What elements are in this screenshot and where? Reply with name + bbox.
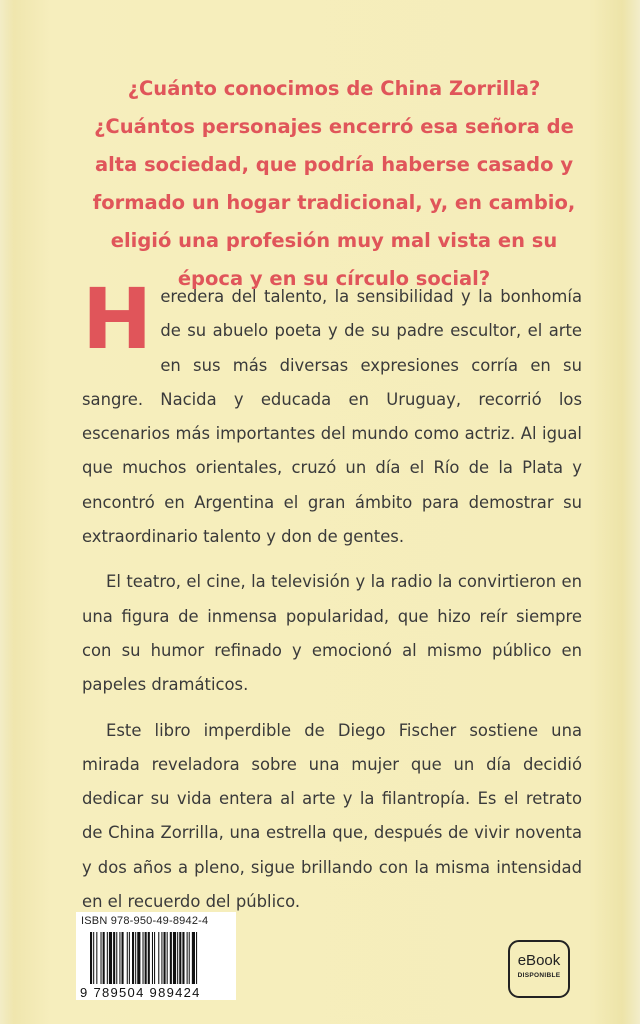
plastic-wrap-shine-left (0, 0, 14, 1024)
barcode-bar (148, 932, 150, 984)
barcode-bar (113, 932, 115, 984)
barcode-bar (154, 932, 155, 984)
ebook-available-badge (508, 940, 570, 998)
ebook-badge-subtitle: DISPONIBLE (517, 972, 561, 979)
synopsis-paragraph-1-text: eredera del talento, la sensibilidad y la bonhomía de su abuelo poeta y de su padre escultor, el arte en sus más diversas expresiones corría en su sangre. Nacida y educada en Uruguay, recorrió los escenarios más importantes del mundo como actriz. Al igual que muchos orientales, cruzó un día el Río de la Plata y encontró en Argentina el gran ámbito para demostrar su extraordinario talento y don de gentes. (82, 287, 582, 547)
drop-cap: H (82, 270, 153, 368)
barcode-bar (158, 932, 159, 984)
barcode-bar (93, 932, 94, 984)
barcode-bar (135, 932, 136, 984)
barcode-bar (101, 932, 102, 984)
barcode-bar (192, 932, 195, 984)
barcode-bar (173, 932, 176, 984)
barcode-bar (90, 932, 92, 984)
synopsis-paragraph-2: El teatro, el cine, la televisión y la radio la convirtieron en una figura de inmensa popularidad, que hizo reír siempre con su humor refinado y emocionó al mismo público en papeles dramáticos. (82, 572, 582, 695)
barcode-bar (145, 932, 147, 984)
ebook-badge-title: eBook (517, 952, 561, 969)
barcode-bar (96, 932, 97, 984)
barcode-bar (109, 932, 112, 984)
barcode-bar (179, 932, 181, 984)
barcode-bar (161, 932, 162, 984)
barcode-bar (122, 932, 124, 984)
barcode-bar (152, 932, 153, 984)
synopsis (82, 270, 582, 930)
barcode-bar (164, 932, 166, 984)
barcode-bar (196, 932, 197, 984)
barcode-bar (119, 932, 120, 984)
barcode-bar (129, 932, 130, 984)
barcode-bar (143, 932, 144, 984)
barcode-bar (103, 932, 105, 984)
barcode-digits: 9 789504 989424 (80, 985, 201, 1000)
barcode-bar (116, 932, 117, 984)
barcode-bar (107, 932, 108, 984)
barcode-bar (177, 932, 178, 984)
synopsis-paragraph-3: Este libro imperdible de Diego Fischer sostiene una mirada reveladora sobre una mujer que un día decidió dedicar su vida entera al arte y la filantropía. Es el retrato de China Zorrilla, una estrella que, después de vivir noventa y dos años a pleno, sigue brillando con la misma intensidad en el recuerdo del público. (82, 720, 582, 912)
blurb-question: ¿Cuánto conocimos de China Zorrilla? ¿Cuántos personajes encerró esa señora de alta sociedad, que podría haberse casado y formado un hogar tradicional, y, en cambio, eligió una profesión muy mal vista en su época y en su círculo social? (92, 77, 576, 290)
barcode-bar (132, 932, 134, 984)
barcode-bar (170, 932, 172, 984)
plastic-wrap-shine-right (622, 0, 640, 1024)
barcode-bar (189, 932, 190, 984)
barcode-bar (182, 932, 184, 984)
barcode-bar (127, 932, 128, 984)
barcode-bar (137, 932, 140, 984)
isbn-barcode (76, 912, 236, 1000)
synopsis-paragraph-1 (82, 270, 582, 554)
isbn-label: ISBN 978-950-49-8942-4 (81, 915, 209, 927)
barcode-bars (90, 932, 230, 984)
barcode-bar (187, 932, 188, 984)
barcode-bar (167, 932, 168, 984)
